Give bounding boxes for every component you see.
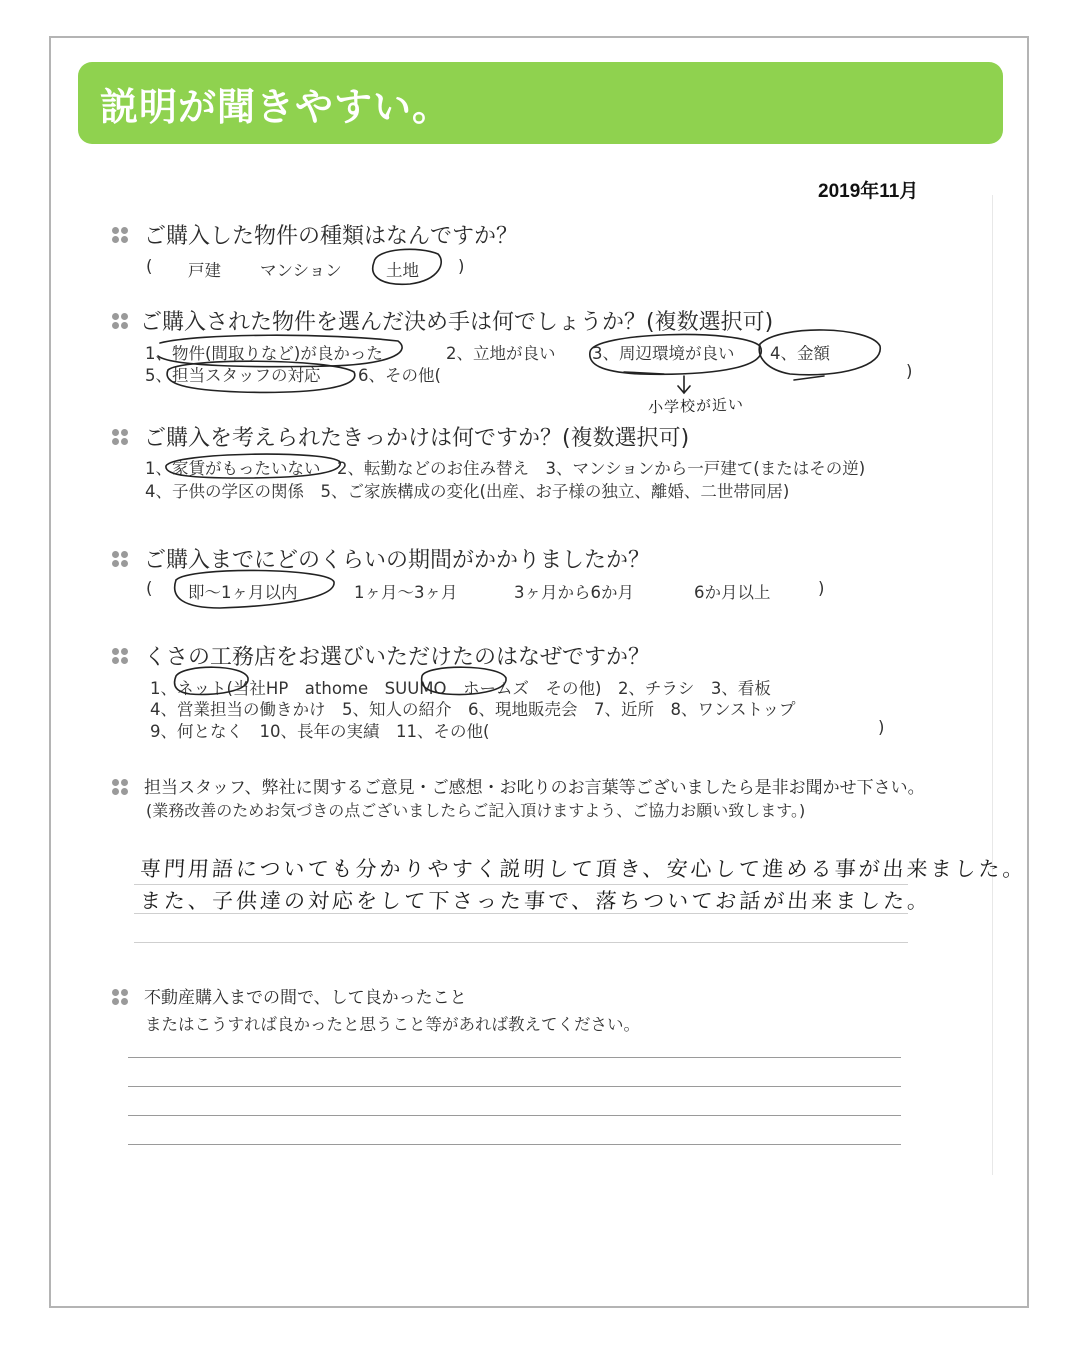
option-mansion: マンション xyxy=(260,261,342,280)
option-house: 戸建 xyxy=(188,261,221,280)
options-line-1: 1、家賃がもったいない 2、転勤などのお住み替え 3、マンションから一戸建て(またはその逆) xyxy=(145,459,866,478)
title-banner xyxy=(78,62,1003,144)
options-line-2: 4、営業担当の働きかけ 5、知人の紹介 6、現地販売会 7、近所 8、ワンストップ xyxy=(150,700,796,719)
option-staff: 5、担当スタッフの対応 xyxy=(145,366,321,385)
option-land: 土地 xyxy=(386,261,419,280)
answer-rule xyxy=(128,1086,901,1087)
answer-rule xyxy=(128,1115,901,1116)
handwritten-answer-line-1: 専門用語についても分かりやすく説明して頂き、安心して進める事が出来ました。 xyxy=(139,857,1028,881)
options-line-1: 1、ネット(当社HP athome SUUMO ホームズ その他) 2、チラシ 3、看板 xyxy=(150,679,771,698)
answer-rule xyxy=(128,1144,901,1145)
paren-close: ) xyxy=(906,362,913,381)
answer-rule xyxy=(134,942,908,943)
question-text: ご購入した物件の種類はなんですか？ xyxy=(144,224,519,249)
option-3-6-months: 3ヶ月から6か月 xyxy=(514,583,634,602)
bullet-icon xyxy=(112,313,128,329)
handwritten-note: 小学校が近い xyxy=(647,395,745,417)
options-line-3: 9、何となく 10、長年の実績 11、その他( xyxy=(150,722,490,741)
option-location: 2、立地が良い xyxy=(446,344,556,363)
scan-edge xyxy=(992,195,993,1175)
option-1-3-months: 1ヶ月～3ヶ月 xyxy=(354,583,458,602)
option-other: 6、その他( xyxy=(358,366,441,385)
option-environment: 3、周辺環境が良い xyxy=(592,344,735,363)
question-text: 不動産購入までの間で、して良かったこと xyxy=(144,988,467,1008)
options-line-2: 4、子供の学区の関係 5、ご家族構成の変化(出産、お子様の独立、離婚、二世帯同居) xyxy=(145,482,790,501)
option-within-1-month: 即～1ヶ月以内 xyxy=(188,583,298,602)
bullet-icon xyxy=(112,227,128,243)
option-over-6-months: 6か月以上 xyxy=(694,583,771,602)
page-title: 説明が聞きやすい。 xyxy=(100,85,452,129)
handwritten-answer-line-2: また、子供達の対応をして下さった事で、落ちついてお話が出来ました。 xyxy=(139,889,933,913)
paren-close: ) xyxy=(818,579,825,598)
question-text-line-2: またはこうすれば良かったと思うこと等があれば教えてください。 xyxy=(145,1015,640,1034)
question-text: くさの工務店をお選びいただけたのはなぜですか？ xyxy=(144,645,651,670)
question-subtext: (業務改善のためお気づきの点ございましたらご記入頂けますよう、ご協力お願い致します。) xyxy=(146,801,806,820)
question-text: ご購入までにどのくらいの期間がかかりましたか？ xyxy=(144,548,651,573)
survey-date: 2019年11月 xyxy=(818,181,919,202)
question-text: ご購入を考えられたきっかけは何ですか？(複数選択可) xyxy=(144,426,690,451)
paren-close: ) xyxy=(458,257,465,276)
bullet-icon xyxy=(112,989,128,1005)
paren-open: ( xyxy=(146,579,153,598)
question-text: ご購入された物件を選んだ決め手は何でしょうか？(複数選択可) xyxy=(140,310,774,335)
paren-open: ( xyxy=(146,257,153,276)
bullet-icon xyxy=(112,648,128,664)
option-price: 4、金額 xyxy=(770,344,830,363)
bullet-icon xyxy=(112,779,128,795)
answer-rule xyxy=(128,1057,901,1058)
paren-close: ) xyxy=(878,718,885,737)
question-text: 担当スタッフ、弊社に関するご意見・ご感想・お叱りのお言葉等ございましたら是非お聞かせ下さい。 xyxy=(144,778,925,798)
option-floor-plan: 1、物件(間取りなど)が良かった xyxy=(145,344,383,363)
bullet-icon xyxy=(112,551,128,567)
bullet-icon xyxy=(112,429,128,445)
